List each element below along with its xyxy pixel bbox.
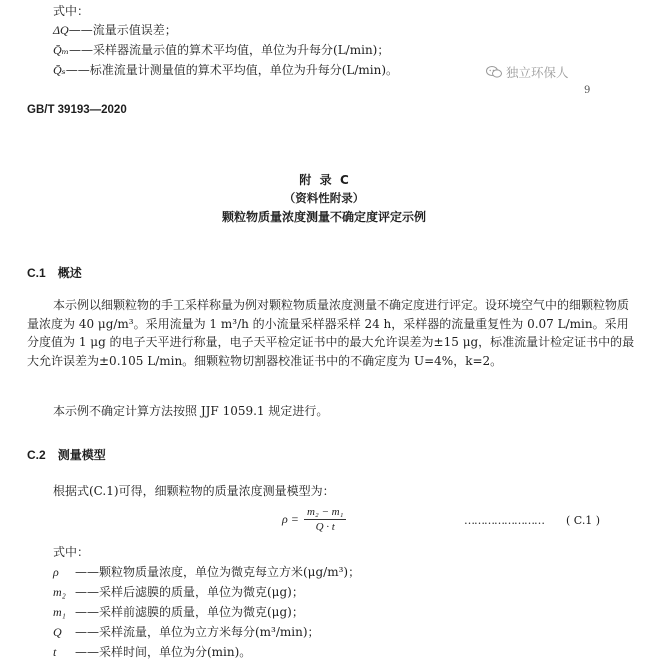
definition-delta-q — [53, 23, 177, 37]
formula — [282, 506, 346, 533]
watermark-text: 独立环保人 — [505, 65, 569, 80]
formula-denominator: Q · t — [315, 521, 335, 533]
formula-number: ( C.1 ) — [566, 514, 601, 527]
symbol-delta-q: ΔQ — [53, 23, 69, 37]
chat-bubble-icon — [486, 65, 502, 79]
variable-m1 — [53, 605, 304, 619]
variable-text: ——采样时间，单位为分(min)。 — [75, 645, 252, 659]
watermark — [486, 63, 569, 81]
definition-text: ——标准流量计测量值的算术平均值，单位为升每分(L/min)。 — [65, 63, 399, 77]
symbol-m2: m₂ — [53, 585, 66, 599]
definition-text: ——流量示值误差； — [68, 23, 177, 37]
symbol-q-m: Q̄ₘ — [53, 43, 70, 57]
page-number: 9 — [584, 85, 591, 96]
appendix-title: 附 录 C — [299, 173, 349, 187]
formula-leader: …………………… — [464, 514, 544, 527]
variable-text: ——颗粒物质量浓度，单位为微克每立方米(μg/m³)； — [75, 565, 361, 579]
definition-text: ——采样器流量示值的算术平均值，单位为升每分(L/min)； — [69, 43, 390, 57]
variable-t — [53, 645, 251, 659]
section-c2-intro: 根据式(C.1)可得，细颗粒物的质量浓度测量模型为： — [53, 484, 335, 498]
variable-text: ——采样流量，单位为立方米每分(m³/min)； — [75, 625, 320, 639]
formula-numerator: m₂ − m₁ — [304, 506, 346, 520]
variable-m2 — [53, 585, 304, 599]
formula-lhs: ρ = — [282, 512, 299, 526]
variable-text: ——采样后滤膜的质量，单位为微克(μg)； — [75, 585, 304, 599]
symbol-m1: m₁ — [53, 605, 66, 619]
symbol-q-s: Q̄ₛ — [53, 63, 66, 77]
appendix-heading: 颗粒物质量浓度测量不确定度评定示例 — [221, 210, 426, 224]
definition-q-s — [53, 63, 398, 77]
where-label: 式中： — [53, 545, 90, 559]
section-title: 概述 — [57, 266, 82, 280]
symbol-t: t — [53, 645, 57, 659]
symbol-q: Q — [53, 625, 62, 639]
standard-id: GB/T 39193—2020 — [27, 104, 127, 116]
section-c1-heading — [27, 262, 82, 281]
section-c1-paragraph-2: 本示例不确定计算方法按照 JJF 1059.1 规定进行。 — [53, 404, 329, 418]
section-number: C.2 — [27, 448, 46, 462]
section-number: C.1 — [27, 266, 46, 280]
formula-fraction — [304, 506, 346, 533]
symbol-rho: ρ — [53, 565, 59, 579]
variable-text: ——采样前滤膜的质量，单位为微克(μg)； — [75, 605, 304, 619]
where-label-top: 式中： — [53, 4, 90, 18]
section-c2-heading — [27, 444, 106, 463]
variable-rho — [53, 565, 360, 579]
definition-q-m — [53, 43, 389, 57]
section-c1-paragraph-1: 本示例以细颗粒物的手工采样称量为例对颗粒物质量浓度测量不确定度进行评定。设环境空气中的细颗粒物质量浓度为 40 μg/m³。采用流量为 1 m³/h 的小流量采样器采样 24 h，采样器的流量重复性为 0.07 L/min。采用分度值为 1 μg 的电子天平进行称量，电子天平检定证书中的最大允许误差为±15 μg，标准流量计检定证书中的最大允许误差为±0.105 L/min。细颗粒物切割器校准证书中的不确定度为 U=4%，k=2。 — [27, 298, 635, 368]
appendix-subtitle: （资料性附录） — [283, 191, 365, 205]
variable-q — [53, 625, 320, 639]
section-title: 测量模型 — [57, 448, 106, 462]
